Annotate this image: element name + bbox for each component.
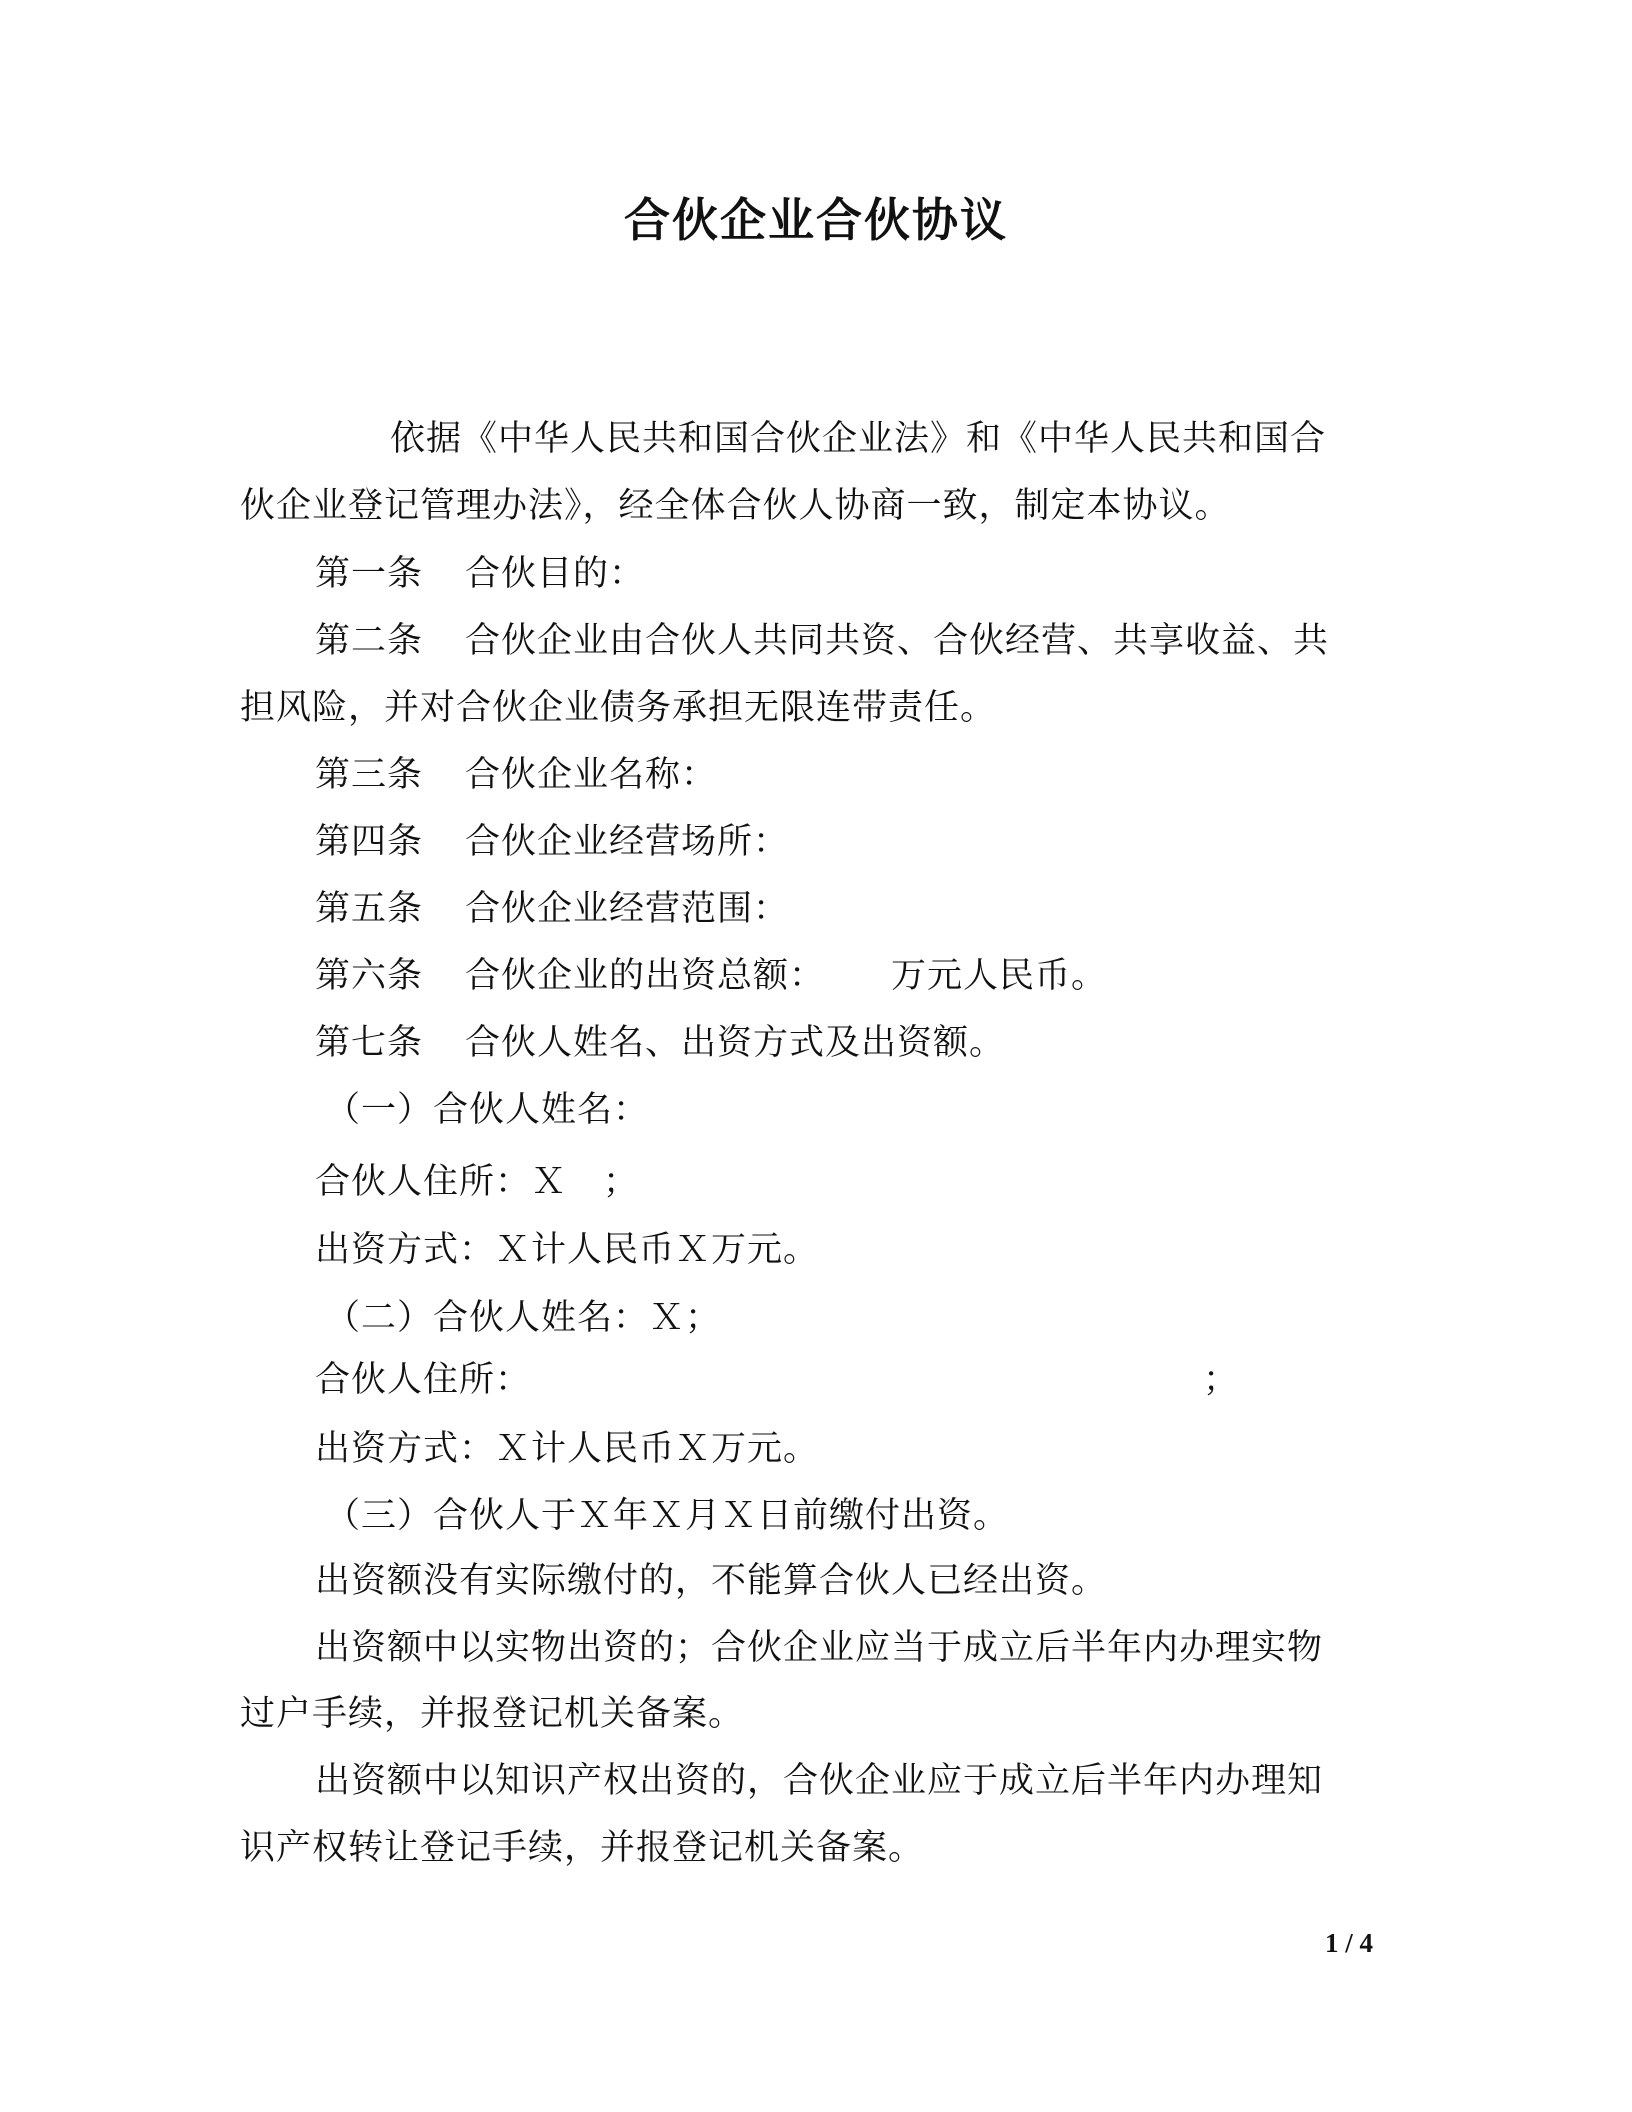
article-6-number: 第六条 xyxy=(315,956,424,996)
preamble-line-2: 伙企业登记管理办法》，经全体合伙人协商一致，制定本协议。 xyxy=(240,486,1231,526)
article-1-number: 第一条 xyxy=(315,554,424,594)
page-number: 1 / 4 xyxy=(1325,1928,1374,1958)
partner-1-contribution: 出资方式：Ｘ计人民币Ｘ万元。 xyxy=(315,1230,820,1270)
article-4-text: 合伙企业经营场所： xyxy=(465,822,790,862)
article-6-amount: 万元人民币。 xyxy=(891,956,1108,996)
document-title: 合伙企业合伙协议 xyxy=(624,193,1008,247)
article-4-number: 第四条 xyxy=(315,822,424,862)
clause-unpaid: 出资额没有实际缴付的，不能算合伙人已经出资。 xyxy=(315,1561,1108,1601)
partner-2-name: （二）合伙人姓名：Ｘ； xyxy=(325,1298,722,1338)
article-1-text: 合伙目的： xyxy=(465,554,646,594)
clause-ip-line-2: 识产权转让登记手续，并报登记机关备案。 xyxy=(240,1828,925,1868)
partner-1-name: （一）合伙人姓名： xyxy=(325,1090,650,1130)
article-4 xyxy=(315,818,789,866)
clause-in-kind-line-2: 过户手续，并报登记机关备案。 xyxy=(240,1694,745,1734)
article-7-number: 第七条 xyxy=(315,1023,424,1063)
preamble-line-1: 依据《中华人民共和国合伙企业法》和《中华人民共和国合 xyxy=(390,419,1327,459)
article-7-text: 合伙人姓名、出资方式及出资额。 xyxy=(465,1023,1006,1063)
article-6 xyxy=(315,952,1107,1000)
article-3-text: 合伙企业名称： xyxy=(465,755,718,795)
article-5-number: 第五条 xyxy=(315,889,424,929)
clause-in-kind-line-1: 出资额中以实物出资的；合伙企业应当于成立后半年内办理实物 xyxy=(315,1628,1324,1668)
article-2-continued: 担风险，并对合伙企业债务承担无限连带责任。 xyxy=(240,688,997,728)
article-5-text: 合伙企业经营范围： xyxy=(465,889,790,929)
article-5 xyxy=(315,885,789,933)
partner-2-contribution: 出资方式：Ｘ计人民币Ｘ万元。 xyxy=(315,1429,820,1469)
partner-1-address: 合伙人住所：Ｘ ； xyxy=(315,1162,640,1202)
article-2-text: 合伙企业由合伙人共同共资、合伙经营、共享收益、共 xyxy=(465,621,1330,661)
article-1 xyxy=(315,550,645,598)
article-2 xyxy=(315,617,1329,665)
payment-deadline: （三）合伙人于Ｘ年Ｘ月Ｘ日前缴付出资。 xyxy=(325,1496,1010,1536)
article-3 xyxy=(315,751,717,799)
article-2-number: 第二条 xyxy=(315,621,424,661)
partner-2-address: 合伙人住所： xyxy=(315,1360,532,1400)
article-3-number: 第三条 xyxy=(315,755,424,795)
clause-ip-line-1: 出资额中以知识产权出资的，合伙企业应于成立后半年内办理知 xyxy=(315,1761,1324,1801)
article-6-text: 合伙企业的出资总额： xyxy=(465,956,826,996)
article-7 xyxy=(315,1019,1005,1067)
partner-2-address-end: ； xyxy=(1203,1360,1240,1400)
